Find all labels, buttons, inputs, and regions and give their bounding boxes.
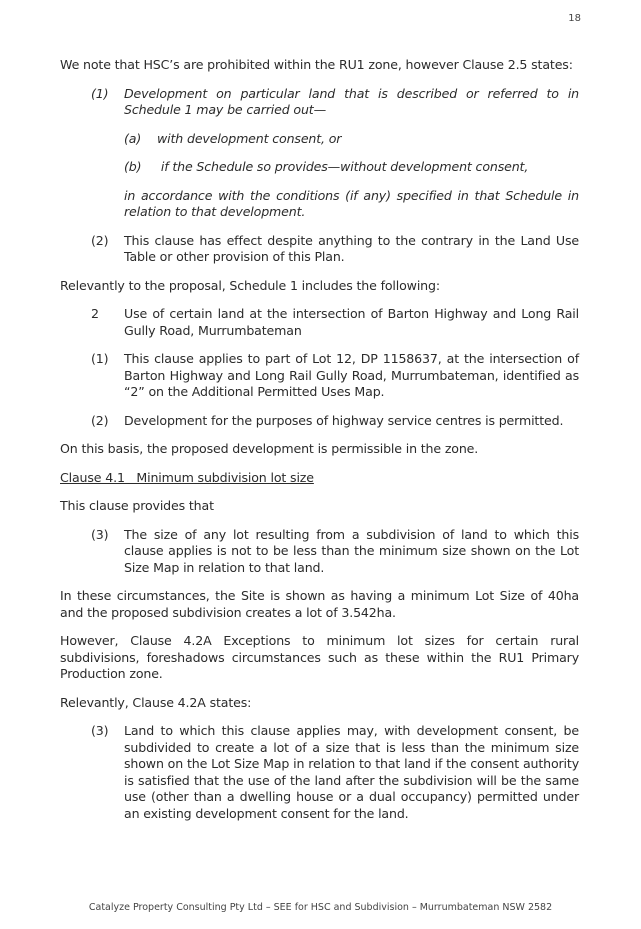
item-text: This clause applies to part of Lot 12, DP 1158637, at the intersection of Barton Highway and Long Rail Gully Road, Murrumbateman, identified as “2” on the Additional Permitted Uses Map. <box>124 351 579 399</box>
item-text: Land to which this clause applies may, with development consent, be subdivided to create a lot of a size that is less than the minimum size shown on the Lot Size Map in relation to that land if the consent authority is satisfied that the use of the land after the subdivision will be the same use (other than a dwelling house or a dual occupancy) permitted under an existing development consent for the land. <box>124 723 579 821</box>
clause25-sub-b <box>124 159 579 176</box>
page-number: 18 <box>568 13 581 24</box>
sub-label: (b) <box>124 159 142 174</box>
clause25-item1 <box>60 86 579 119</box>
item-text: Development on particular land that is described or referred to in Schedule 1 may be carried out— <box>124 85 579 117</box>
clause42a-item <box>60 723 579 822</box>
schedule-item <box>60 306 579 339</box>
item-text: This clause has effect despite anything to the contrary in the Land Use Table or other provision of this Plan. <box>124 232 579 264</box>
item-text: The size of any lot resulting from a subdivision of land to which this clause applies is not to be less than the minimum size shown on the Lot Size Map in relation to that land. <box>124 526 579 575</box>
item-number: (3) <box>91 526 109 542</box>
document-body <box>60 57 579 834</box>
item-number: (1) <box>91 85 109 101</box>
sub-text: with development consent, or <box>157 130 342 146</box>
item-number: (2) <box>91 412 109 428</box>
schedule-sub1 <box>60 351 579 401</box>
page-footer: Catalyze Property Consulting Pty Ltd – SEE for HSC and Subdivision – Murrumbateman NSW 2582 <box>88 902 553 913</box>
clause41-heading: Clause 4.1 Minimum subdivision lot size <box>60 469 314 485</box>
circumstances-paragraph: In these circumstances, the Site is shown as having a minimum Lot Size of 40ha and the proposed subdivision creates a lot of 3.542ha. <box>60 588 579 620</box>
schedule-sub2 <box>60 413 579 430</box>
however-paragraph: However, Clause 4.2A Exceptions to minimum lot sizes for certain rural subdivisions, foreshadows circumstances such as these within the RU1 Primary Production zone. <box>60 633 579 681</box>
sub-text: if the Schedule so provides—without development consent, <box>157 159 529 174</box>
clause41-intro: This clause provides that <box>60 498 214 513</box>
clause25-item2 <box>60 233 579 266</box>
permissible-paragraph: On this basis, the proposed development is permissible in the zone. <box>60 441 479 456</box>
clause25-closing: in accordance with the conditions (if any) specified in that Schedule in relation to that development. <box>124 187 579 219</box>
item-number: (2) <box>91 232 109 248</box>
item-number: 2 <box>91 306 99 321</box>
item-number: (1) <box>91 351 109 366</box>
intro-paragraph: We note that HSC’s are prohibited within the RU1 zone, however Clause 2.5 states: <box>60 57 573 72</box>
item-text: Use of certain land at the intersection of Barton Highway and Long Rail Gully Road, Murrumbateman <box>124 306 579 338</box>
clause41-item <box>60 527 579 577</box>
item-number: (3) <box>91 723 109 738</box>
item-text: Development for the purposes of highway service centres is permitted. <box>124 412 564 428</box>
clause25-sub-a <box>124 131 579 148</box>
clause42a-intro: Relevantly, Clause 4.2A states: <box>60 694 252 710</box>
sub-label: (a) <box>124 130 142 146</box>
schedule-intro: Relevantly to the proposal, Schedule 1 includes the following: <box>60 277 440 293</box>
